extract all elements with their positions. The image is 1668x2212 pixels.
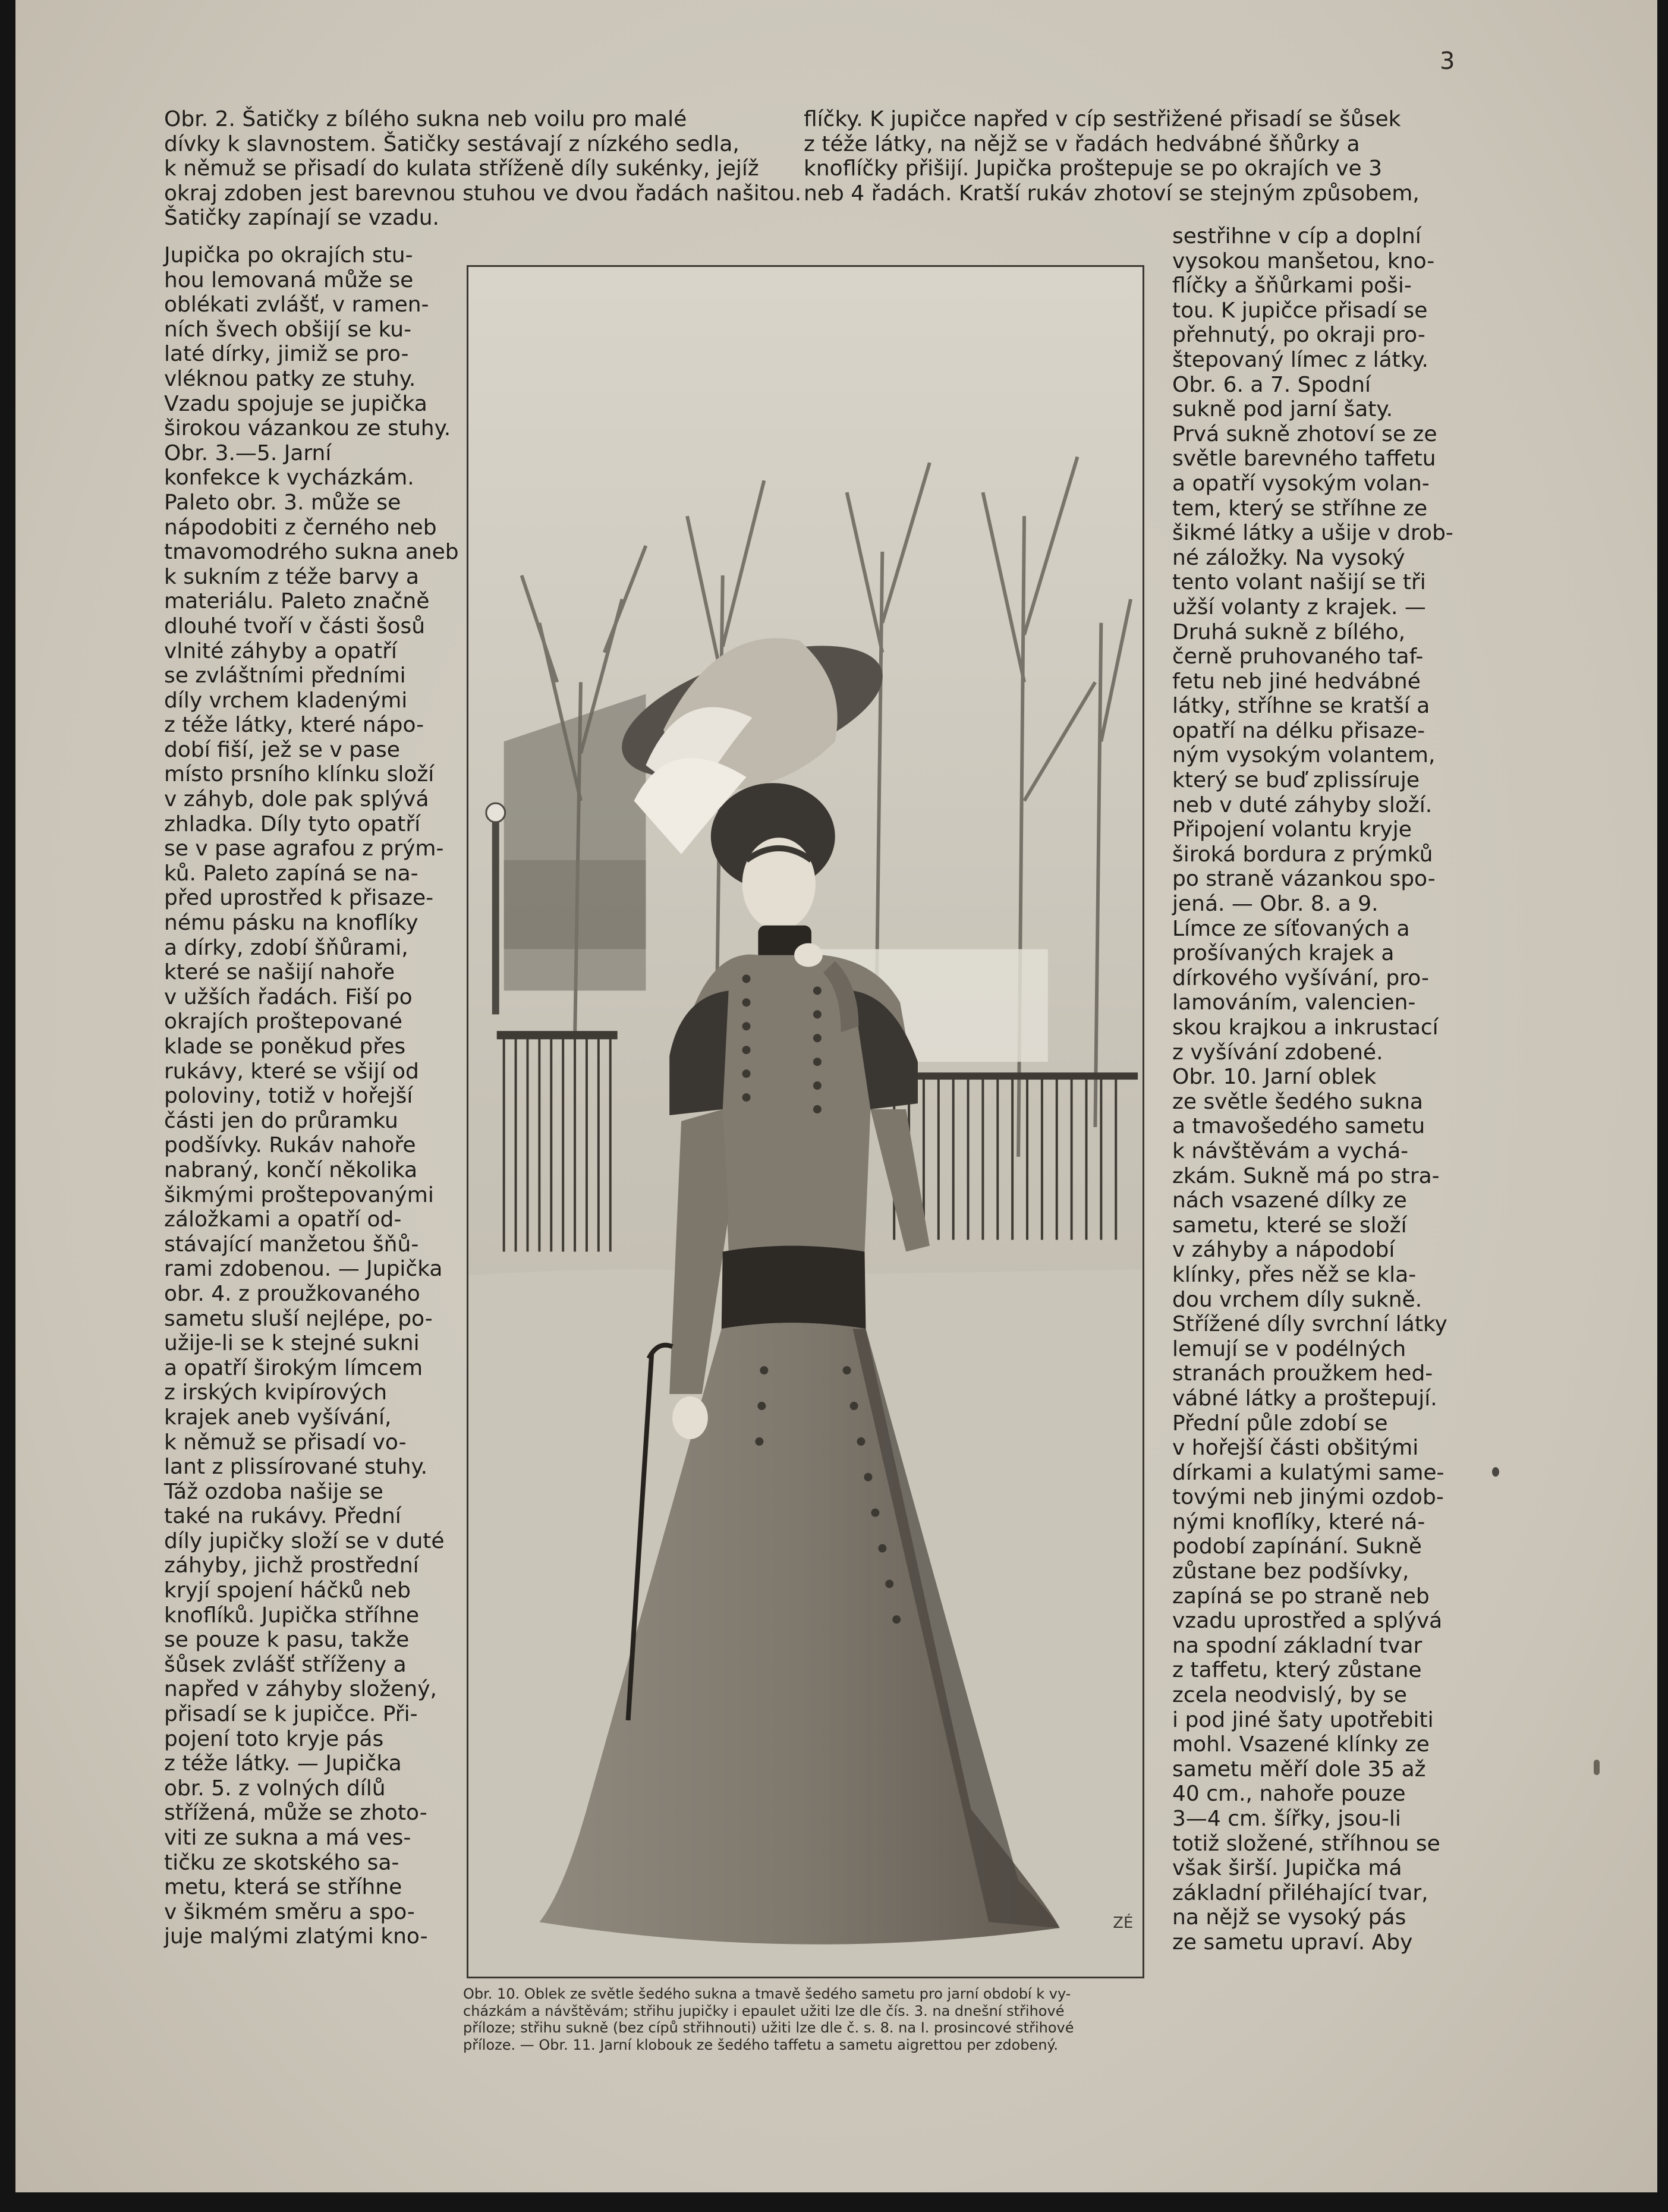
- text-line: šikmé látky a ušije v drob-: [1172, 521, 1453, 546]
- header-left-paragraph: [164, 107, 802, 231]
- text-line: vysokou manšetou, kno-: [1172, 248, 1435, 273]
- text-line: podobí zapínání. Sukně: [1172, 1534, 1422, 1559]
- text-line: užije-li se k stejné sukni: [164, 1331, 420, 1356]
- text-line: z irských kvipírových: [164, 1380, 388, 1405]
- text-line: klade se poněkud přes: [164, 1034, 406, 1059]
- text-line: základní přiléhající tvar,: [1172, 1880, 1428, 1905]
- text-line: dírkami a kulatými same-: [1172, 1460, 1444, 1485]
- text-line: sestřihne v cíp a doplní: [1172, 224, 1421, 248]
- text-line: dívky k slavnostem. Šatičky sestávají z nízkého sedla,: [164, 131, 739, 156]
- text-line: nápodobiti z černého neb: [164, 515, 437, 540]
- text-line: metu, která se stříhne: [164, 1875, 402, 1900]
- text-line: rukávy, které se všijí od: [164, 1059, 419, 1084]
- text-line: ným vysokým volantem,: [1172, 743, 1436, 768]
- text-line: poloviny, totiž v hořejší: [164, 1084, 413, 1109]
- text-line: před uprostřed k přisaze-: [164, 886, 434, 911]
- magazine-page: [15, 0, 1657, 2192]
- text-line: sukně pod jarní šaty.: [1172, 397, 1393, 422]
- text-line: černě pruhovaného taf-: [1172, 644, 1424, 669]
- text-line: se zvláštními předními: [164, 663, 406, 688]
- text-line: však širší. Jupička má: [1172, 1856, 1402, 1881]
- text-line: látky, stříhne se kratší a: [1172, 694, 1430, 719]
- text-line: pojení toto kryje pás: [164, 1726, 384, 1751]
- text-line: z téže látky, které nápo-: [164, 713, 424, 738]
- text-line: oblékati zvlášť, v ramen-: [164, 292, 429, 317]
- text-line: flíčky. K jupičce napřed v cíp sestřižené přisadí se šůsek: [804, 107, 1401, 131]
- text-line: flíčky a šňůrkami poši-: [1172, 273, 1412, 298]
- text-line: k němuž se přisadí do kulata stříženě díly sukénky, jejíž: [164, 156, 759, 181]
- text-line: kryjí spojení háčků neb: [164, 1578, 411, 1603]
- text-line: vábné látky a proštepují.: [1172, 1386, 1437, 1411]
- text-line: k návštěvám a vychá-: [1172, 1138, 1409, 1163]
- text-line: dlouhé tvoří v části šosů: [164, 613, 426, 638]
- text-line: obr. 5. z volných dílů: [164, 1776, 386, 1801]
- illustration-drawing: [468, 267, 1143, 1977]
- text-line: Obr. 10. Jarní oblek: [1172, 1065, 1377, 1090]
- text-line: střížená, může se zhoto-: [164, 1801, 427, 1826]
- text-line: Táž ozdoba našije se: [164, 1479, 383, 1504]
- ink-spot: [1492, 1467, 1499, 1477]
- text-line: ních švech obšijí se ku-: [164, 317, 412, 342]
- text-line: a dírky, zdobí šňůrami,: [164, 935, 408, 960]
- house-illustration: [486, 694, 646, 1015]
- fashion-illustration: [467, 265, 1144, 1978]
- text-line: podšívky. Rukáv nahoře: [164, 1133, 416, 1158]
- text-line: totiž složené, stříhnou se: [1172, 1831, 1440, 1856]
- text-line: krajek aneb vyšívání,: [164, 1405, 392, 1430]
- text-line: zkám. Sukně má po stra-: [1172, 1163, 1440, 1188]
- text-line: také na rukávy. Přední: [164, 1504, 401, 1529]
- text-line: juje malými zlatými kno-: [164, 1924, 428, 1949]
- text-line: na spodní základní tvar: [1172, 1633, 1422, 1658]
- header-right-paragraph: [804, 107, 1456, 206]
- text-line: dírkového vyšívání, pro-: [1172, 965, 1429, 990]
- text-line: lemují se v podélných: [1172, 1336, 1406, 1361]
- caption-line: příloze. — Obr. 11. Jarní klobouk ze šedého taffetu a sametu aigrettou per zdobený.: [463, 2036, 1058, 2053]
- text-line: knoflíčky přišijí. Jupička proštepuje se po okrajích ve 3: [804, 156, 1383, 181]
- text-line: Jupička po okrajích stu-: [164, 243, 413, 268]
- page-number: 3: [1440, 48, 1455, 75]
- text-line: k němuž se přisadí vo-: [164, 1430, 407, 1455]
- text-line: konfekce k vycházkám.: [164, 465, 414, 490]
- text-line: Vzadu spojuje se jupička: [164, 391, 427, 416]
- text-line: vléknou patky ze stuhy.: [164, 366, 416, 391]
- text-line: díly jupičky složí se v duté: [164, 1528, 445, 1553]
- text-line: skou krajkou a inkrustací: [1172, 1015, 1439, 1040]
- text-line: laté dírky, jimiž se pro-: [164, 342, 409, 367]
- text-line: neb 4 řadách. Kratší rukáv zhotoví se stejným způsobem,: [804, 181, 1420, 206]
- left-column-lines: [164, 243, 459, 1949]
- text-line: Přední půle zdobí se: [1172, 1411, 1388, 1436]
- text-line: lamováním, valencien-: [1172, 990, 1416, 1015]
- text-line: lant z plissírované stuhy.: [164, 1455, 428, 1480]
- text-line: tem, který se stříhne ze: [1172, 496, 1428, 521]
- text-line: zůstane bez podšívky,: [1172, 1559, 1409, 1584]
- text-line: obr. 4. z proužkovaného: [164, 1281, 420, 1306]
- text-line: zhladka. Díly tyto opatří: [164, 811, 421, 836]
- text-line: zapíná se po straně neb: [1172, 1584, 1430, 1609]
- text-line: Připojení volantu kryje: [1172, 817, 1412, 842]
- text-line: jená. — Obr. 8. a 9.: [1172, 892, 1379, 917]
- text-line: z téže látky. — Jupička: [164, 1751, 402, 1776]
- text-line: Obr. 6. a 7. Spodní: [1172, 372, 1371, 397]
- text-line: díly vrchem kladenými: [164, 688, 408, 713]
- text-line: Obr. 3.—5. Jarní: [164, 440, 332, 465]
- text-line: né záložky. Na vysoký: [1172, 545, 1405, 570]
- text-line: šůsek zvlášť stříženy a: [164, 1652, 407, 1677]
- text-line: klínky, přes něž se kla-: [1172, 1262, 1417, 1287]
- text-line: ků. Paleto zapíná se na-: [164, 861, 418, 886]
- text-line: stávající manžetou šňů-: [164, 1232, 419, 1257]
- text-line: světle barevného taffetu: [1172, 446, 1436, 471]
- text-line: místo prsního klínku složí: [164, 762, 435, 787]
- text-line: Límce ze síťovaných a: [1172, 916, 1410, 941]
- text-line: Šatičky zapínají se vzadu.: [164, 206, 439, 231]
- text-line: po straně vázankou spo-: [1172, 867, 1436, 892]
- text-line: dou vrchem díly sukně.: [1172, 1287, 1422, 1312]
- text-line: v užších řadách. Fiší po: [164, 984, 413, 1009]
- illustration-signature: ZÉ: [1113, 1914, 1134, 1933]
- text-line: v záhyb, dole pak splývá: [164, 787, 429, 812]
- text-line: rami zdobenou. — Jupička: [164, 1257, 443, 1282]
- text-line: tento volant našijí se tři: [1172, 570, 1426, 595]
- text-line: z téže látky, na nějž se v řadách hedvábné šňůrky a: [804, 131, 1360, 156]
- caption-line: příloze; střihu sukně (bez cípů střihnouti) užiti lze dle č. s. 8. na I. prosincové střihové: [463, 2019, 1074, 2036]
- text-line: prošívaných krajek a: [1172, 941, 1395, 966]
- right-column-lines: [1172, 224, 1456, 1955]
- text-line: vlnité záhyby a opatří: [164, 638, 397, 663]
- text-line: 3—4 cm. šířky, jsou-li: [1172, 1807, 1401, 1831]
- text-line: Druhá sukně z bílého,: [1172, 619, 1406, 644]
- text-line: z taffetu, který zůstane: [1172, 1658, 1422, 1683]
- text-line: mohl. Vsazené klínky ze: [1172, 1732, 1430, 1757]
- text-line: který se buď zplissíruje: [1172, 768, 1420, 793]
- text-line: v záhyby a nápodobí: [1172, 1238, 1395, 1263]
- text-line: ze světle šedého sukna: [1172, 1089, 1423, 1114]
- text-line: tovými neb jinými ozdob-: [1172, 1485, 1444, 1510]
- text-line: Obr. 2. Šatičky z bílého sukna neb voilu pro malé: [164, 107, 687, 131]
- text-line: štepovaný límec z látky.: [1172, 347, 1428, 372]
- text-line: nému pásku na knoflíky: [164, 911, 418, 936]
- figure-caption: [463, 1986, 1153, 2053]
- text-line: Paleto obr. 3. může se: [164, 490, 401, 515]
- text-line: hou lemovaná může se: [164, 268, 414, 292]
- text-line: 40 cm., nahoře pouze: [1172, 1782, 1406, 1807]
- text-line: užší volanty z krajek. —: [1172, 594, 1426, 619]
- text-line: z vyšívání zdobené.: [1172, 1040, 1383, 1065]
- text-line: na nějž se vysoký pás: [1172, 1905, 1406, 1930]
- text-line: a opatří širokým límcem: [164, 1355, 423, 1380]
- text-line: nými knoflíky, které ná-: [1172, 1509, 1425, 1534]
- text-line: opatří na délku přisaze-: [1172, 718, 1425, 743]
- text-line: nách vsazené dílky ze: [1172, 1188, 1407, 1213]
- text-line: se pouze k pasu, takže: [164, 1628, 410, 1653]
- text-line: široká bordura z prýmků: [1172, 842, 1433, 867]
- text-line: napřed v záhyby složený,: [164, 1677, 437, 1702]
- text-line: záložkami a opatří od-: [164, 1207, 402, 1232]
- text-line: záhyby, jichž prostřední: [164, 1553, 419, 1578]
- text-line: knoflíků. Jupička stříhne: [164, 1603, 420, 1628]
- text-line: přehnutý, po okraji pro-: [1172, 323, 1425, 348]
- text-line: ze sametu upraví. Aby: [1172, 1930, 1413, 1955]
- text-line: v hořejší části obšitými: [1172, 1436, 1419, 1461]
- text-line: vzadu uprostřed a splývá: [1172, 1609, 1443, 1634]
- text-line: šikmými proštepovanými: [164, 1182, 434, 1207]
- text-line: okrajích proštepované: [164, 1009, 402, 1034]
- text-line: sametu, které se složí: [1172, 1213, 1407, 1238]
- text-line: okraj zdoben jest barevnou stuhou ve dvou řadách našitou.: [164, 181, 802, 206]
- caption-line: Obr. 10. Oblek ze světle šedého sukna a tmavě šedého sametu pro jarní období k vy-: [463, 1986, 1071, 2002]
- caption-line: cházkám a návštěvám; střihu jupičky i epaulet užiti lze dle čís. 3. na dnešní střihové: [463, 2002, 1065, 2019]
- text-line: k sukním z téže barvy a: [164, 564, 419, 589]
- left-text-column: [164, 243, 459, 1949]
- text-line: které se našijí nahoře: [164, 960, 395, 985]
- text-line: fetu neb jiné hedvábné: [1172, 669, 1421, 694]
- text-line: zcela neodvislý, by se: [1172, 1683, 1407, 1708]
- text-line: a opatří vysokým volan-: [1172, 471, 1430, 496]
- ink-mark: [1594, 1760, 1600, 1775]
- text-line: v šikmém směru a spo-: [164, 1899, 415, 1924]
- right-text-column: [1172, 224, 1456, 1955]
- text-line: stranách proužkem hed-: [1172, 1361, 1433, 1386]
- text-line: a tmavošedého sametu: [1172, 1114, 1425, 1139]
- text-line: Střížené díly svrchní látky: [1172, 1312, 1447, 1337]
- text-line: materiálu. Paleto značně: [164, 589, 430, 614]
- text-line: i pod jiné šaty upotřebiti: [1172, 1707, 1434, 1732]
- text-line: přisadí se k jupičce. Při-: [164, 1702, 418, 1727]
- text-line: dobí fiší, jež se v pase: [164, 737, 400, 762]
- text-line: tmavomodrého sukna aneb: [164, 540, 459, 565]
- text-line: neb v duté záhyby složí.: [1172, 792, 1433, 817]
- text-line: části jen do průramku: [164, 1108, 398, 1133]
- text-line: nabraný, končí několika: [164, 1157, 418, 1182]
- text-line: Prvá sukně zhotoví se ze: [1172, 421, 1437, 446]
- text-line: se v pase agrafou z prým-: [164, 836, 444, 861]
- text-line: sametu sluší nejlépe, po-: [164, 1306, 433, 1331]
- text-line: širokou vázankou ze stuhy.: [164, 416, 451, 441]
- text-line: tou. K jupičce přisadí se: [1172, 298, 1428, 323]
- text-line: viti ze sukna a má ves-: [164, 1826, 411, 1850]
- text-line: sametu měří dole 35 až: [1172, 1757, 1426, 1782]
- text-line: tičku ze skotského sa-: [164, 1850, 399, 1875]
